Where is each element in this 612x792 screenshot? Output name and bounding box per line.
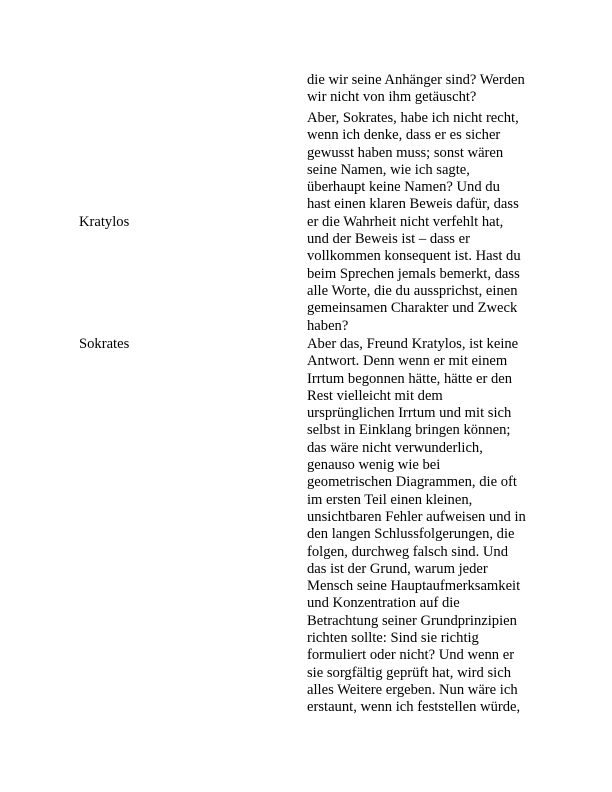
speech-line: unsichtbaren Fehler aufweisen und in <box>307 508 526 525</box>
speech-line: das ist der Grund, warum jeder <box>307 560 488 577</box>
speech-line: Aber das, Freund Kratylos, ist keine <box>307 336 519 352</box>
speech-line: haben? <box>307 317 349 334</box>
speech-line: Mensch seine Hauptaufmerksamkeit <box>307 578 521 595</box>
speech-line: den langen Schlussfolgerungen, die <box>307 526 515 543</box>
speech-line: Betrachtung seiner Grundprinzipien <box>307 612 517 629</box>
speech-line: wenn ich denke, dass er es sicher <box>307 127 501 144</box>
speech-line: Rest vielleicht mit dem <box>307 387 443 404</box>
speech-line: Antwort. Denn wenn er mit einem <box>307 353 508 370</box>
speech-line: hast einen klaren Beweis dafür, dass <box>307 196 519 213</box>
speech-line: erstaunt, wenn ich feststellen würde, <box>307 699 521 716</box>
speech-line: gewusst haben muss; sonst wären <box>307 144 504 161</box>
speech-line: genauso wenig wie bei <box>307 457 441 474</box>
speech-text <box>307 336 547 717</box>
speech-line: Aber, Sokrates, habe ich nicht recht, <box>307 110 519 126</box>
speech-line: geometrischen Diagrammen, die oft <box>307 474 517 491</box>
speech-line: im ersten Teil einen kleinen, <box>307 491 473 508</box>
speech-text <box>307 110 547 335</box>
speech-line: folgen, durchweg falsch sind. Und <box>307 543 509 560</box>
speech-line: vollkommen konsequent ist. Hast du <box>307 248 521 265</box>
speaker-name: Sokrates <box>79 336 130 352</box>
speech-line: selbst in Einklang bringen können; <box>307 422 511 439</box>
speech-line: und der Beweis ist – dass er <box>307 231 470 248</box>
speech-line: richten sollte: Sind sie richtig <box>307 630 479 647</box>
speech-line: überhaupt keine Namen? Und du <box>307 179 500 196</box>
speech-line: die wir seine Anhänger sind? Werden <box>307 72 525 88</box>
speech-line: er die Wahrheit nicht verfehlt hat, <box>307 213 504 230</box>
speech-line: wir nicht von ihm getäuscht? <box>307 89 477 106</box>
speech-line: beim Sprechen jemals bemerkt, dass <box>307 265 520 282</box>
speech-line: ursprünglichen Irrtum und mit sich <box>307 405 512 422</box>
speech-line: und Konzentration auf die <box>307 595 460 612</box>
speech-line: alle Worte, die du aussprichst, einen <box>307 282 518 299</box>
speech-line: das wäre nicht verwunderlich, <box>307 439 483 456</box>
speech-line: alles Weitere ergeben. Nun wäre ich <box>307 681 518 698</box>
speech-line: gemeinsamen Charakter und Zweck <box>307 300 518 317</box>
speech-line: seine Namen, wie ich sagte, <box>307 161 470 178</box>
speech-line: formuliert oder nicht? Und wenn er <box>307 647 515 664</box>
speech-text <box>307 72 547 107</box>
speech-line: sie sorgfältig geprüft hat, wird sich <box>307 664 511 681</box>
speaker-name: Kratylos <box>79 214 130 230</box>
speech-line: Irrtum begonnen hätte, hätte er den <box>307 370 513 387</box>
